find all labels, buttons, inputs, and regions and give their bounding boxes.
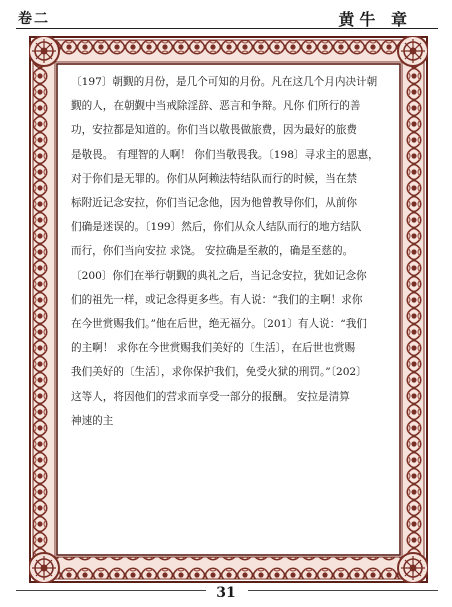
text-line: 的主啊！ 求你在今世赏赐我们美好的〔生活〕，在后世也赏赐: [71, 342, 356, 355]
text-line: 功，安拉都是知道的。你们当以敬畏做旅费，因为最好的旅费: [71, 124, 358, 137]
text-line: 标附近记念安拉，你们当记念他，因为他曾教导你们，从前你: [71, 197, 358, 210]
corner-rosette-top-right: [398, 36, 428, 66]
text-line: 在今世赏赐我们。”他在后世，绝无福分。〔201〕有人说：“我们: [71, 318, 367, 331]
corner-rosette-top-left: [29, 36, 59, 66]
text-line: 我们美好的〔生活〕，求你保护我们，免受火狱的刑罚。”〔202〕: [71, 366, 367, 379]
text-line: 们确是迷误的。〔199〕然后，你们从众人结队而行的地方结队: [71, 221, 362, 234]
text-line: 们的祖先一样，或记念得更多些。有人说：“我们的主啊！求你: [71, 293, 363, 306]
text-line: 〔200〕你们在举行朝觐的典礼之后，当记念安拉，犹如记念你: [71, 269, 367, 282]
running-head-volume: 卷二: [18, 11, 50, 27]
text-line: 对于你们是无罪的。你们从阿赖法特结队而行的时候，当在禁: [71, 172, 358, 185]
page-number: 31: [216, 585, 236, 601]
header-rule: [16, 28, 438, 29]
text-line: 神速的主: [71, 414, 114, 427]
text-line: 是敬畏。 有理智的人啊！ 你们当敬畏我。〔198〕寻求主的恩惠，: [71, 148, 379, 161]
text-line: 〔197〕朝觐的月份，是几个可知的月份。凡在这几个月内决计朝: [71, 76, 378, 88]
running-head-title: 黄牛 章: [338, 10, 412, 29]
text-line: 这等人，将因他们的营求而享受一部分的报酬。 安拉是清算: [71, 390, 350, 403]
corner-rosette-bottom-right: [398, 553, 428, 583]
text-line: 而行，你们当向安拉 求饶。 安拉确是至赦的，确是至慈的。: [71, 245, 354, 258]
corner-rosette-bottom-left: [29, 553, 59, 583]
text-line: 觐的人，在朝觐中当戒除淫辞、恶言和争辩。凡你 们所行的善: [71, 100, 361, 113]
body-text: [71, 70, 386, 433]
